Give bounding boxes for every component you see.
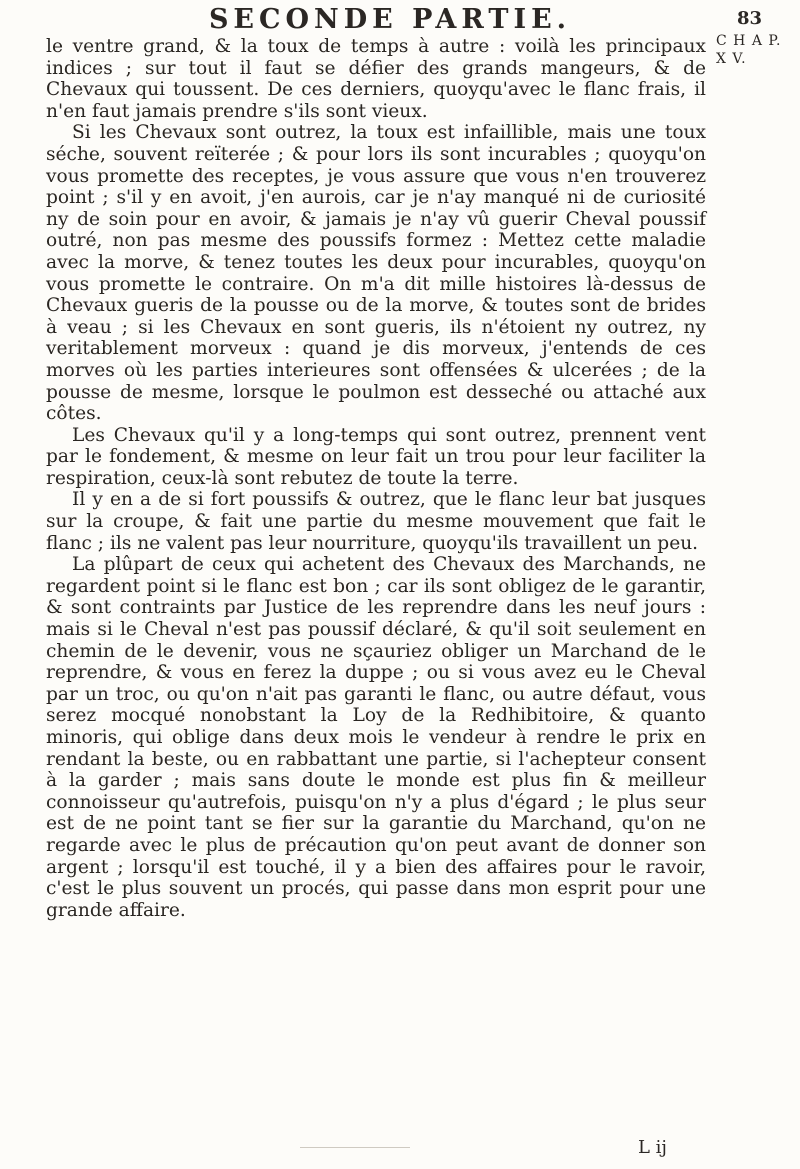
signature-mark: L ij xyxy=(638,1137,668,1158)
paragraph-5: La plûpart de ceux qui achetent des Chevaux des Marchands, ne regardent point si le flanc est bon ; car ils sont obligez de le garantir, & sont contraints par Justice de les reprendre dans les neuf jours : mais si le Cheval n'est pas poussif déclaré, & qu'il soit seulement en chemin de le devenir, vous ne sçauriez obliger un Marchand de le reprendre, & vous en ferez la duppe ; ou si vous avez eu le Cheval par un troc, ou qu'on n'ait pas garanti le flanc, ou autre défaut, vous serez mocqué nonobstant la Loy de la Redhibitoire, & quanto minoris, qui oblige dans deux mois le vendeur à rendre le prix en rendant la beste, ou en rabbattant une partie, si l'achepteur consent à la garder ; mais sans doute le monde est plus fin & meilleur connoisseur qu'autrefois, puisqu'on n'y a plus d'égard ; le plus seur est de ne point tant se fier sur la garantie du Marchand, qu'on ne regarde avec le plus de précaution qu'on peut avant de donner son argent ; lorsqu'il est touché, il y a bien des affaires pour le ravoir, c'est le plus souvent un procés, qui passe dans mon esprit pour une grande affaire. xyxy=(46,554,706,921)
body-text xyxy=(46,36,706,921)
paragraph-3: Les Chevaux qu'il y a long-temps qui sont outrez, prennent vent par le fondement, & mesme on leur fait un trou pour leur faciliter la respiration, ceux-là sont rebutez de toute la terre. xyxy=(46,424,706,489)
chapter-marker: C H A P. X V. xyxy=(716,33,782,67)
paragraph-2: Si les Chevaux sont outrez, la toux est infaillible, mais une toux séche, souvent reïterée ; & pour lors ils sont incurables ; quoyqu'on vous promette des receptes, je vous assure que vous n'en trouverez point ; s'il y en avoit, j'en aurois, car je n'ay manqué ni de curiosité ny de soin pour en avoir, & jamais je n'ay vû guerir Cheval poussif outré, non pas mesme des poussifs formez : Mettez cette maladie avec la morve, & tenez toutes les deux pour incurables, quoyqu'on vous promette le contraire. On m'a dit mille histoires là-dessus de Chevaux gueris de la pousse ou de la morve, & toutes sont de brides à veau ; si les Chevaux en sont gueris, ils n'étoient ny outrez, ny veritablement morveux : quand je dis morveux, j'entends de ces morves où les parties interieures sont offensées & ulcerées ; de la pousse de mesme, lorsque le poulmon est desseché ou attaché aux côtes. xyxy=(46,122,706,425)
page-number: 83 xyxy=(737,8,763,29)
running-title: SECONDE PARTIE. xyxy=(208,4,572,35)
bleed-through-mark xyxy=(300,1147,410,1148)
paragraph-1: le ventre grand, & la toux de temps à autre : voilà les principaux indices ; sur tout il faut se défier des grands mangeurs, & de Chevaux qui toussent. De ces derniers, quoyqu'avec le flanc frais, il n'en faut jamais prendre s'ils sont vieux. xyxy=(46,36,706,122)
paragraph-4: Il y en a de si fort poussifs & outrez, que le flanc leur bat jusques sur la croupe, & fait une partie du mesme mouvement que fait le flanc ; ils ne valent pas leur nourriture, quoyqu'ils travaillent un peu. xyxy=(46,489,706,554)
